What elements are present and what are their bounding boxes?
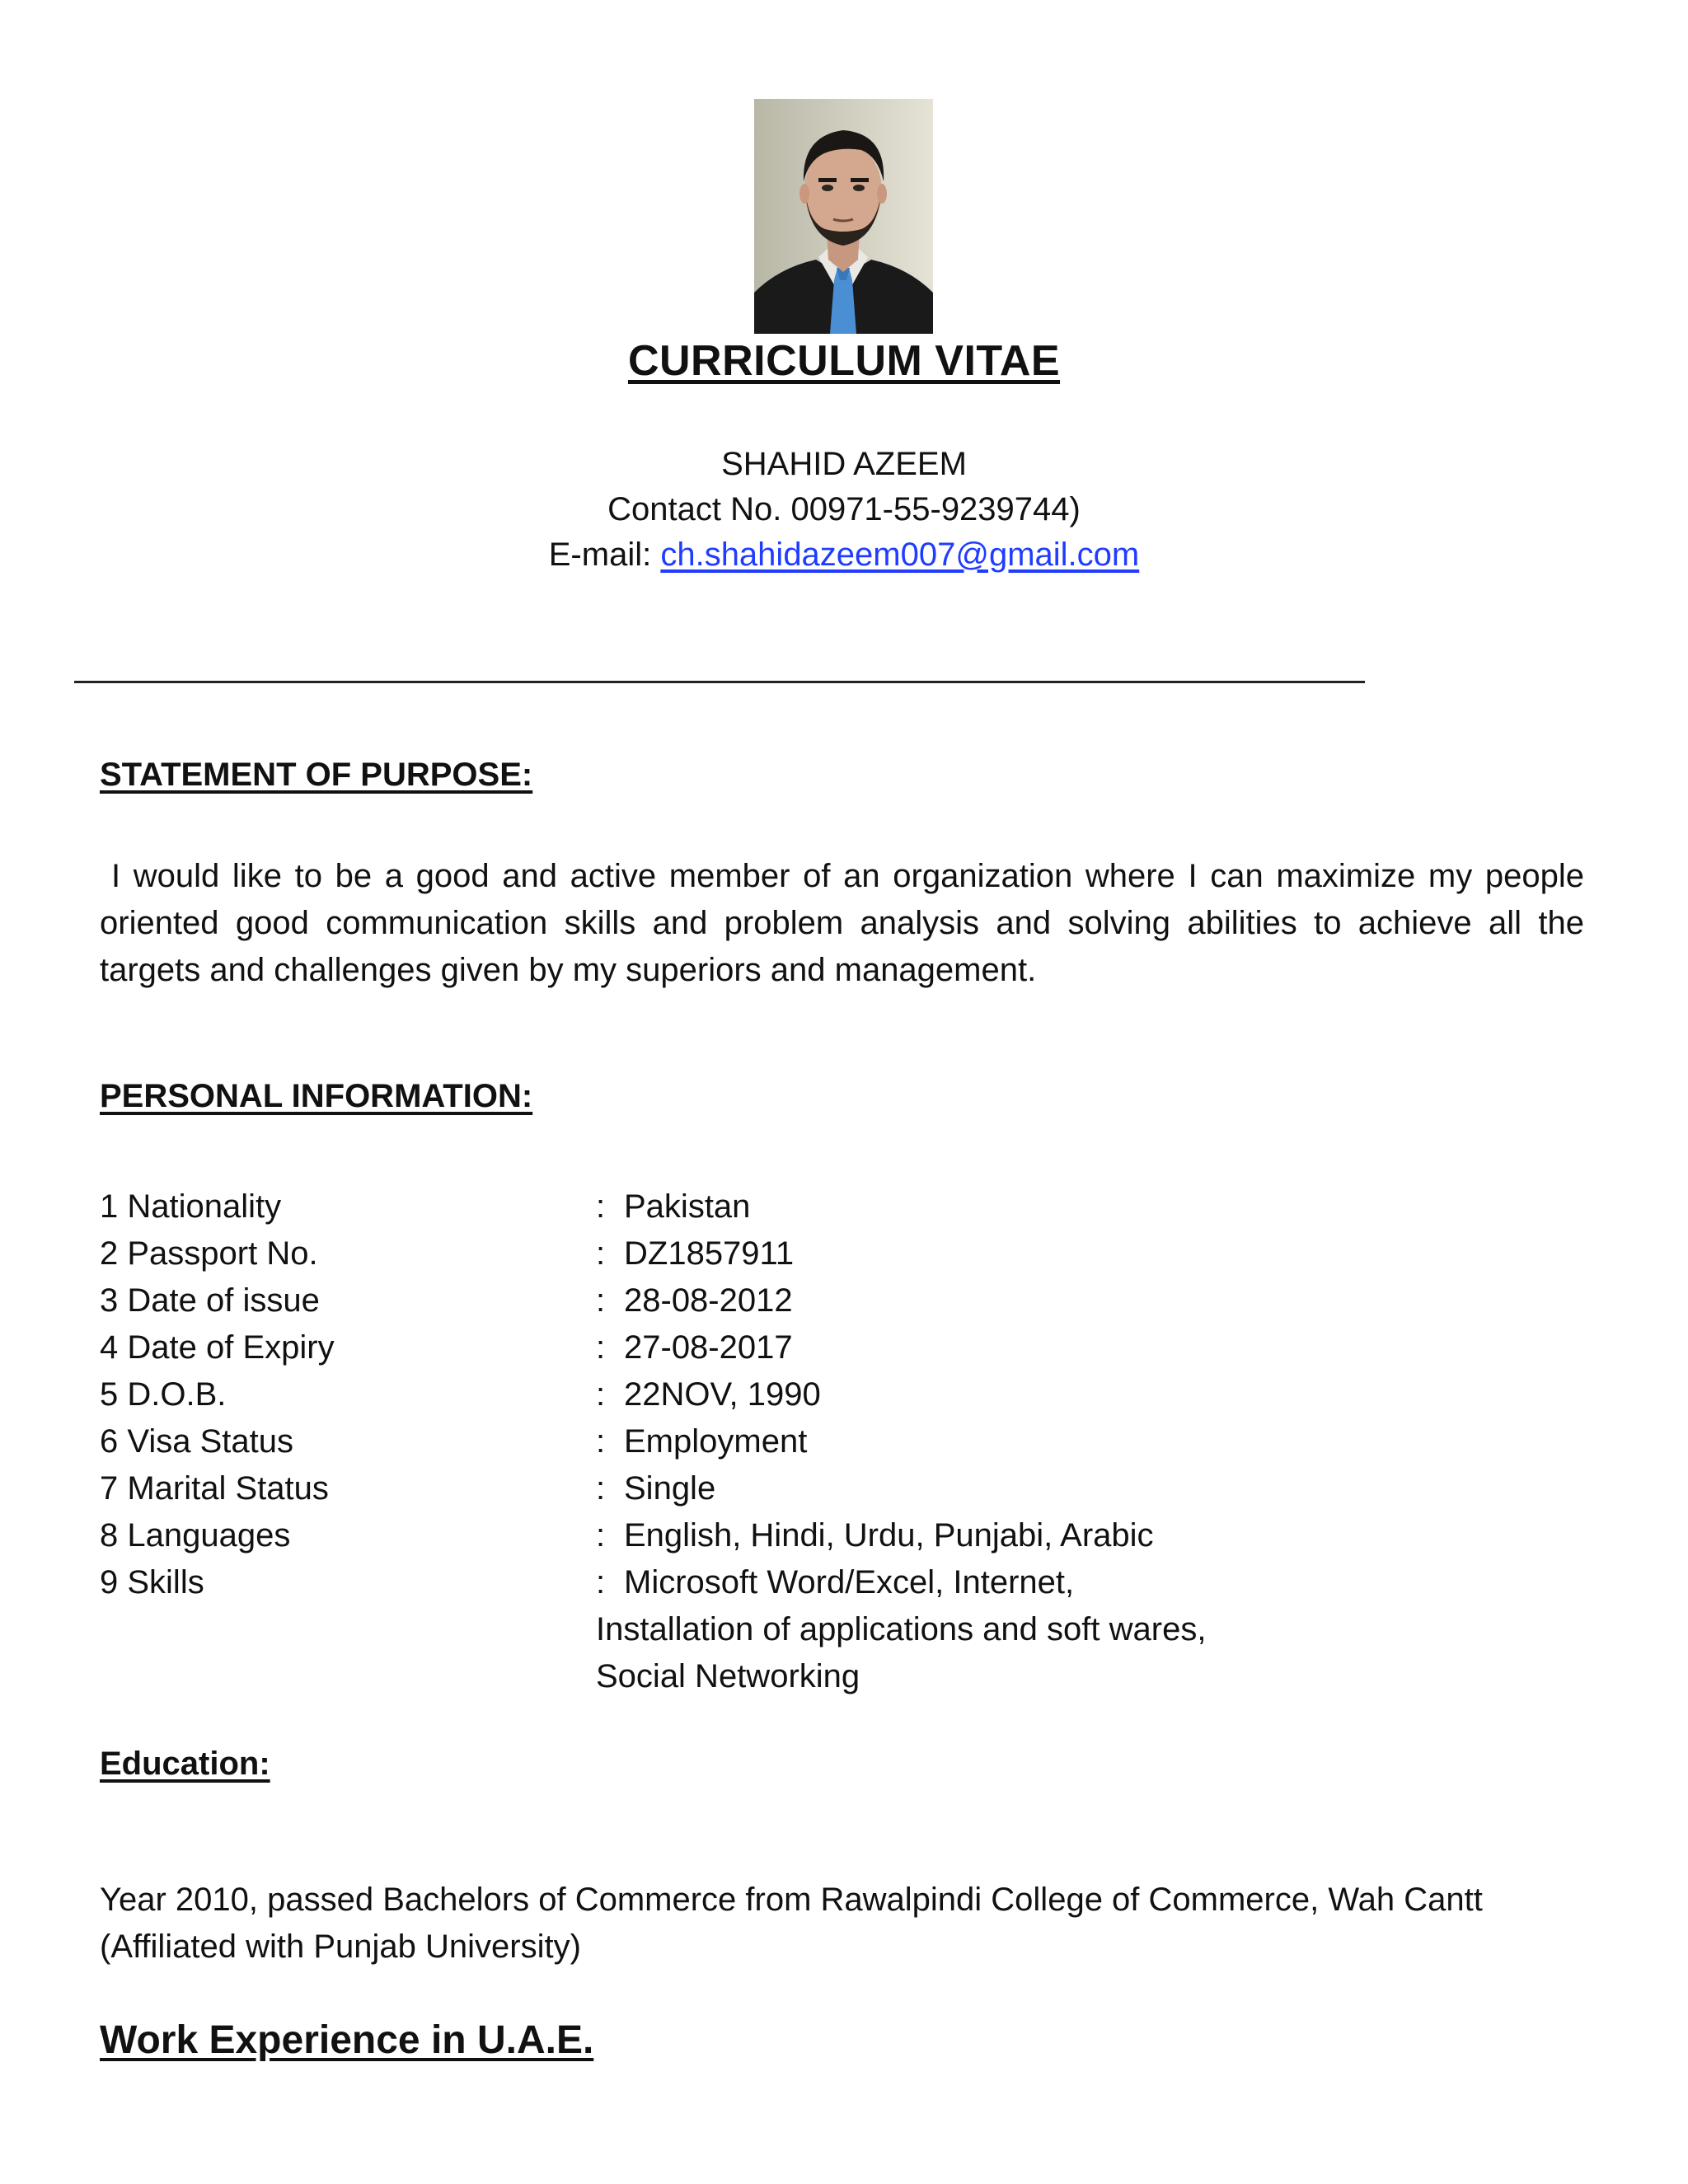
info-colon: : [596, 1470, 606, 1507]
personal-info-heading: PERSONAL INFORMATION: [100, 1078, 533, 1114]
info-row-date-of-issue [100, 1277, 1501, 1324]
email-line [0, 532, 1688, 578]
info-row-marital-status [100, 1465, 1501, 1512]
skills-continuation: Installation of applications and soft wares, [596, 1611, 1207, 1647]
info-label: 9 Skills [100, 1564, 204, 1601]
info-colon: : [596, 1329, 606, 1366]
info-value: Single [624, 1470, 716, 1507]
info-row-passport [100, 1230, 1501, 1277]
info-label: 7 Marital Status [100, 1470, 329, 1507]
info-value: Employment [624, 1423, 808, 1460]
email-link[interactable]: ch.shahidazeem007@gmail.com [660, 537, 1140, 573]
info-row-languages [100, 1512, 1501, 1559]
education-line: (Affiliated with Punjab University) [100, 1929, 581, 1965]
email-label: E-mail: [548, 537, 661, 573]
info-colon: : [596, 1188, 606, 1225]
candidate-name: SHAHID AZEEM [721, 446, 967, 482]
info-value: Microsoft Word/Excel, Internet, [624, 1564, 1075, 1601]
purpose-heading: STATEMENT OF PURPOSE: [100, 757, 533, 793]
info-row-nationality [100, 1183, 1501, 1230]
education-line: Year 2010, passed Bachelors of Commerce from Rawalpindi College of Commerce, Wah Cantt [100, 1882, 1483, 1918]
info-colon: : [596, 1235, 606, 1272]
info-label: 2 Passport No. [100, 1235, 318, 1272]
contact-number: Contact No. 00971-55-9239744) [607, 491, 1081, 527]
info-value: 28-08-2012 [624, 1282, 793, 1319]
info-label: 6 Visa Status [100, 1423, 293, 1460]
info-label: 8 Languages [100, 1517, 291, 1554]
info-label: 4 Date of Expiry [100, 1329, 335, 1366]
info-row-visa-status [100, 1418, 1501, 1465]
info-colon: : [596, 1282, 606, 1319]
info-value: 27-08-2017 [624, 1329, 793, 1366]
info-label: 1 Nationality [100, 1188, 282, 1225]
purpose-text: I would like to be a good and active member of an organization where I can maximize my people oriented good communication skills and problem analysis and solving abilities to achieve all the targets and challenges given by my superiors and management. [100, 858, 1584, 988]
info-value: DZ1857911 [624, 1235, 795, 1272]
page-title: CURRICULUM VITAE [627, 337, 1061, 385]
skills-continuation: Social Networking [596, 1658, 860, 1694]
info-row-date-of-expiry [100, 1324, 1501, 1371]
profile-photo [754, 99, 933, 334]
education-heading: Education: [100, 1746, 270, 1782]
info-value: Pakistan [624, 1188, 751, 1225]
info-label: 3 Date of issue [100, 1282, 320, 1319]
info-label: 5 D.O.B. [100, 1376, 227, 1413]
info-value: English, Hindi, Urdu, Punjabi, Arabic [624, 1517, 1154, 1554]
info-colon: : [596, 1423, 606, 1460]
info-colon: : [596, 1376, 606, 1413]
info-value: 22NOV, 1990 [624, 1376, 821, 1413]
info-colon: : [596, 1564, 606, 1601]
info-row-dob [100, 1371, 1501, 1418]
personal-info-list [100, 1183, 1501, 1700]
info-row-skills [100, 1559, 1501, 1606]
work-experience-heading: Work Experience in U.A.E. [100, 2018, 594, 2062]
header-divider [74, 681, 1365, 683]
info-colon: : [596, 1517, 606, 1554]
